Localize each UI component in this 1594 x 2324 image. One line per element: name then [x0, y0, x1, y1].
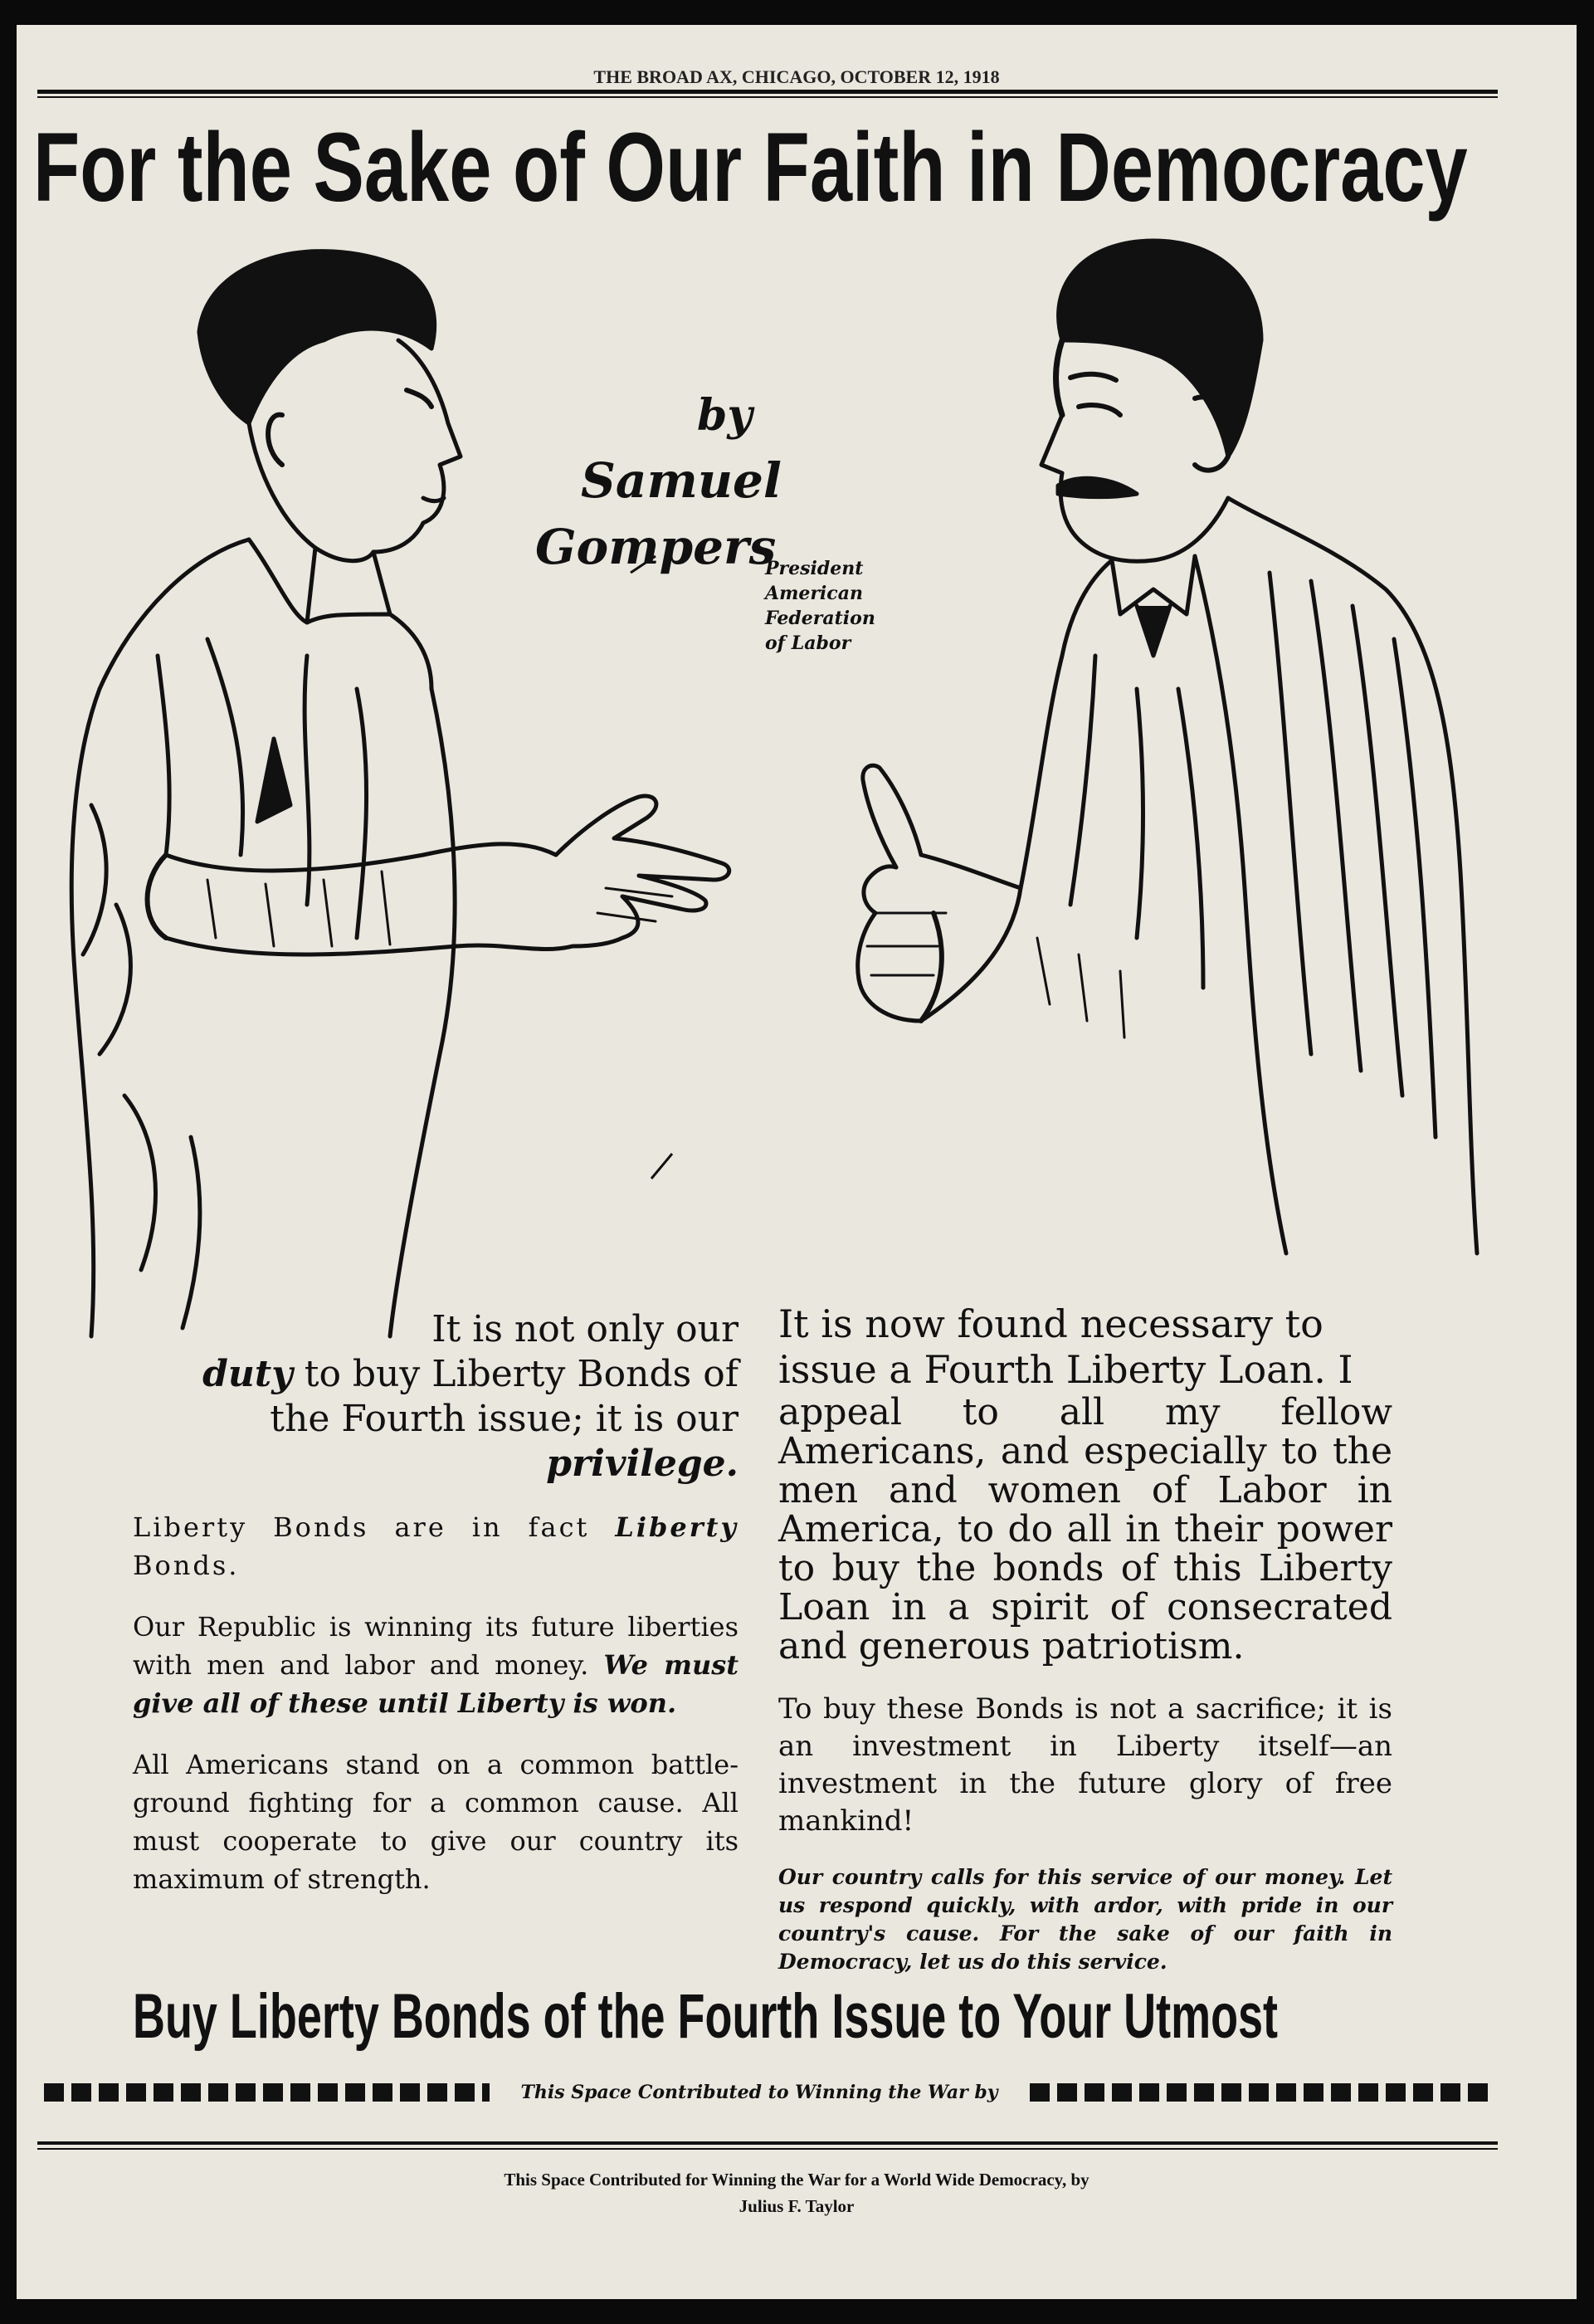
newspaper-page — [17, 25, 1577, 2299]
left-lead-paragraph — [133, 1307, 739, 1487]
masthead: THE BROAD AX, CHICAGO, OCTOBER 12, 1918 — [593, 66, 1000, 87]
text-run: appeal to all my fellow Americans, and especially to the men and women of Labor in America, to do all in their power to buy the bonds of this Liberty Loan in a spirit of consecrated and generous patriotism. — [778, 1391, 1392, 1667]
text-run: to buy Liberty Bonds of the Fourth issue; it is our — [270, 1353, 739, 1440]
left-paragraph — [133, 1608, 739, 1722]
text-run: Bonds. — [133, 1550, 240, 1581]
left-paragraph: All Americans stand on a common battle-ground fighting for a common cause. All must cooperate to give our country its maximum of strength. — [133, 1749, 739, 1895]
author-title-line: American — [765, 583, 863, 604]
right-paragraph: To buy these Bonds is not a sacrifice; it is an investment in Liberty itself—an investment in the future glory of free mankind! — [778, 1692, 1392, 1838]
headline: For the Sake of Our Faith in Democracy — [33, 113, 1468, 222]
author-title — [765, 556, 875, 656]
author-last-name: Gompers — [535, 519, 777, 575]
byline-by: by — [697, 390, 753, 441]
emphasis-duty: duty — [202, 1353, 293, 1395]
statesman-figure — [858, 241, 1477, 1253]
left-column — [133, 1307, 739, 1921]
left-paragraph — [133, 1508, 739, 1584]
slogan: Buy Liberty Bonds of the Fourth Issue to Your Utmost — [133, 1981, 1279, 2052]
text-run: It is not only our — [431, 1308, 739, 1350]
right-column — [778, 1301, 1392, 1999]
author-title-line: of Labor — [765, 632, 851, 654]
emphasis-liberty: Liberty — [615, 1511, 739, 1543]
author-first-name: Samuel — [581, 452, 782, 509]
worker-figure — [71, 251, 729, 1336]
emphasis-privilege: privilege. — [546, 1443, 739, 1485]
footer-line: This Space Contributed for Winning the War for a World Wide Democracy, by — [504, 2170, 1089, 2190]
bottom-rule — [37, 2141, 1498, 2145]
top-rule-thin — [37, 96, 1498, 98]
author-title-line: President — [765, 558, 864, 579]
footer — [17, 2166, 1577, 2219]
text-run: Our Republic is winning its future liberties with men and labor and money. — [133, 1611, 739, 1681]
text-run: Liberty Bonds are in fact — [133, 1511, 616, 1543]
right-paragraph — [778, 1391, 1392, 1667]
right-lead-paragraph: It is now found necessary to issue a Fourth Liberty Loan. I — [778, 1301, 1353, 1392]
top-rule — [37, 90, 1498, 94]
emphasis-run: We must give all of these until Liberty is won. — [133, 1649, 739, 1719]
author-title-line: Federation — [765, 608, 875, 629]
bottom-rule-thin — [37, 2148, 1498, 2150]
closing-paragraph: Our country calls for this service of our money. Let us respond quickly, with ardor, with pride in our country's cause. For the sake of our faith in Democracy, let us do this service. — [778, 1865, 1392, 1974]
contribution-text: This Space Contributed to Winning the War by — [490, 2077, 1029, 2107]
illustration — [41, 224, 1502, 1353]
press-marks — [75, 556, 672, 1353]
footer-line: Julius F. Taylor — [739, 2196, 855, 2216]
